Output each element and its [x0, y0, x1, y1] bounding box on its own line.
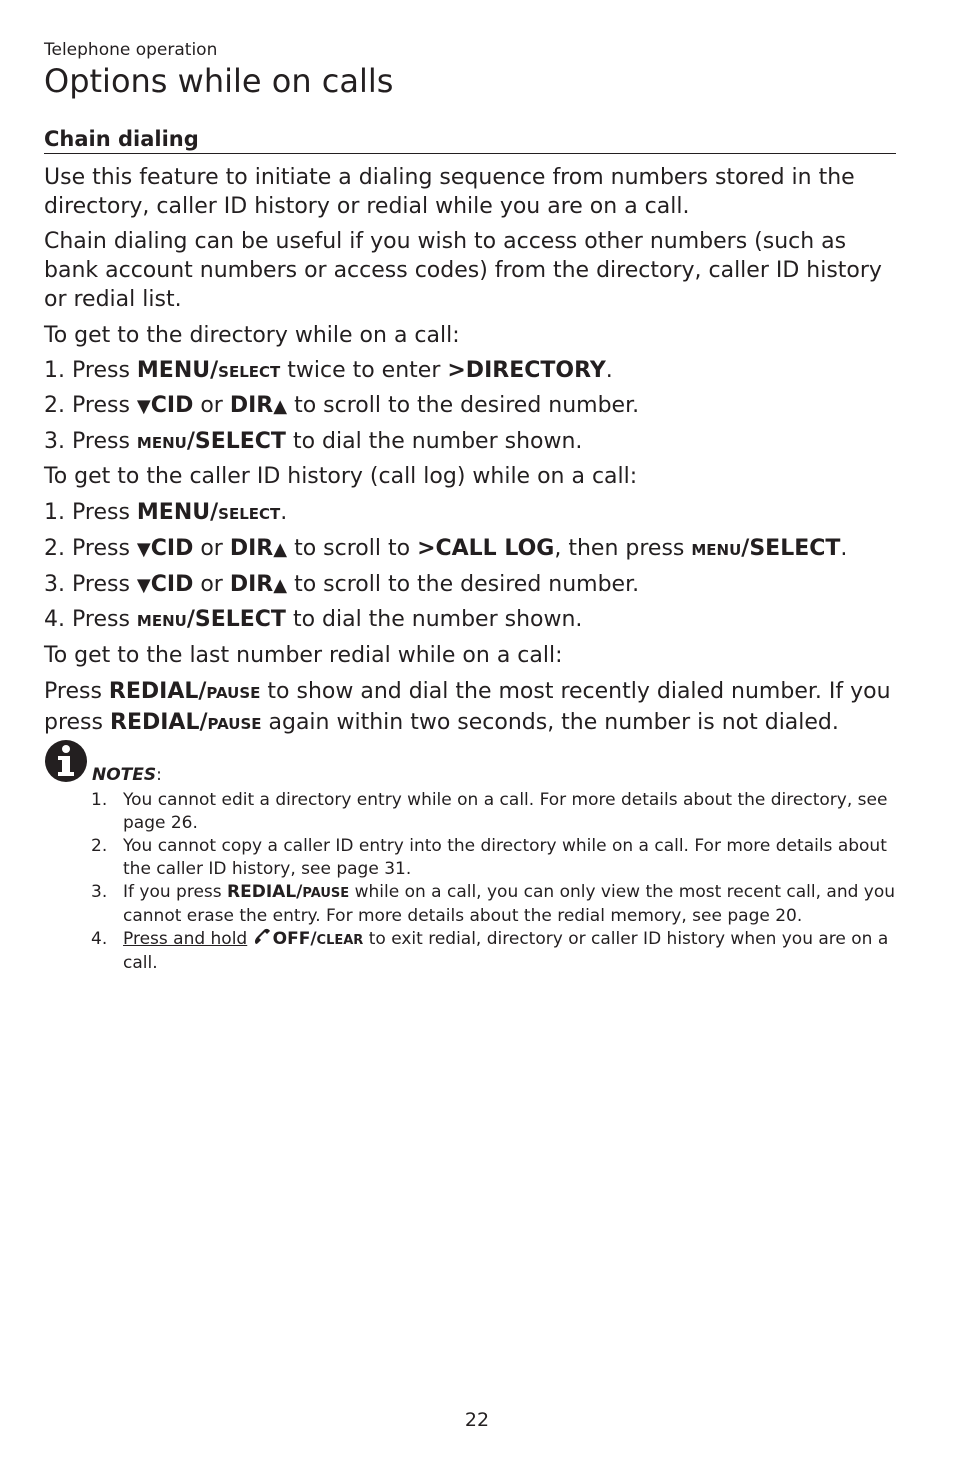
note-text: You cannot copy a caller ID entry into the directory while on a call. For more details about the caller ID history, see page 31.	[123, 836, 887, 879]
note-text: You cannot edit a directory entry while on a call. For more details about the directory, see page 26.	[123, 790, 888, 833]
down-arrow-icon: ▼	[136, 575, 151, 596]
step-text: twice to enter	[287, 358, 441, 383]
step-number: 2.	[44, 536, 65, 561]
select-key: /SELECT	[186, 607, 286, 632]
clear-key: CLEAR	[316, 933, 364, 948]
redial-key: REDIAL/	[227, 882, 303, 902]
directory-step-3: 3. Press MENU/SELECT to dial the number shown.	[44, 429, 583, 454]
select-key: SELECT	[218, 505, 281, 523]
note-text: Press and hold OFF/CLEAR to exit redial, directory or caller ID history when you are on a call.	[123, 929, 889, 973]
redial-paragraph: Press REDIAL/PAUSE to show and dial the most recently dialed number. If you press REDIAL/PAUSE again within two seconds, the number is not dialed.	[44, 679, 891, 735]
cid-key: CID	[150, 572, 194, 597]
dir-key: DIR	[229, 572, 274, 597]
note-number: 2.	[91, 836, 108, 856]
directory-step-1: 1. Press MENU/SELECT twice to enter >DIRECTORY.	[44, 358, 613, 383]
note-text: If you press REDIAL/PAUSE while on a call, you can only view the most recent call, and you cannot erase the entry. For more details about the redial memory, see page 20.	[123, 882, 896, 926]
note-number: 4.	[91, 929, 108, 949]
dir-key: DIR	[229, 393, 274, 418]
redial-heading: To get to the last number redial while on a call:	[44, 643, 563, 668]
menu-key: MENU/	[136, 358, 219, 383]
step-number: 2.	[44, 393, 65, 418]
directory-option: >DIRECTORY	[447, 358, 606, 383]
select-key: SELECT	[218, 363, 281, 381]
phone-handset-icon	[253, 928, 273, 946]
cid-key: CID	[150, 393, 194, 418]
up-arrow-icon: ▲	[273, 396, 288, 417]
page-number: 22	[464, 1409, 490, 1431]
directory-step-2: 2. Press ▼CID or DIR▲ to scroll to the desired number.	[44, 393, 640, 418]
up-arrow-icon: ▲	[273, 539, 288, 560]
pause-key: PAUSE	[207, 715, 262, 733]
up-arrow-icon: ▲	[273, 575, 288, 596]
directory-heading: To get to the directory while on a call:	[44, 323, 460, 348]
dir-key: DIR	[229, 536, 274, 561]
page-title: Options while on calls	[44, 62, 394, 100]
off-key: OFF/	[272, 929, 317, 949]
calllog-heading: To get to the caller ID history (call log) while on a call:	[44, 464, 638, 489]
menu-key: MENU/	[136, 500, 219, 525]
redial-key: REDIAL/	[108, 679, 207, 704]
step-number: 1.	[44, 500, 65, 525]
calllog-step-3: 3. Press ▼CID or DIR▲ to scroll to the desired number.	[44, 572, 640, 597]
intro-paragraph-2: Chain dialing can be useful if you wish to access other numbers (such as bank account numbers or access codes) from the directory, caller ID history or redial list.	[44, 229, 882, 312]
cid-key: CID	[150, 536, 194, 561]
notes-label: NOTES:	[92, 765, 162, 785]
step-text: Press	[72, 358, 130, 383]
down-arrow-icon: ▼	[136, 396, 151, 417]
call-log-option: >CALL LOG	[417, 536, 555, 561]
intro-paragraph-1: Use this feature to initiate a dialing sequence from numbers stored in the directory, caller ID history or redial while you are on a call.	[44, 165, 855, 219]
calllog-step-2: 2. Press ▼CID or DIR▲ to scroll to >CALL LOG, then press MENU/SELECT.	[44, 536, 848, 561]
menu-key: MENU	[136, 434, 187, 452]
info-icon	[44, 739, 88, 783]
select-key: /SELECT	[186, 429, 286, 454]
redial-key: REDIAL/	[110, 710, 208, 735]
calllog-step-1: 1. Press MENU/SELECT.	[44, 500, 288, 525]
note-number: 1.	[91, 790, 108, 810]
pause-key: PAUSE	[302, 886, 350, 901]
step-number: 3.	[44, 572, 65, 597]
step-number: 3.	[44, 429, 65, 454]
menu-key: MENU	[136, 612, 187, 630]
note-number: 3.	[91, 882, 108, 902]
select-key: /SELECT	[741, 536, 841, 561]
calllog-step-4: 4. Press MENU/SELECT to dial the number shown.	[44, 607, 583, 632]
step-number: 1.	[44, 358, 65, 383]
pause-key: PAUSE	[206, 684, 261, 702]
section-heading: Chain dialing	[44, 127, 896, 154]
menu-key: MENU	[691, 541, 742, 559]
section-label: Telephone operation	[44, 40, 218, 60]
step-number: 4.	[44, 607, 65, 632]
down-arrow-icon: ▼	[136, 539, 151, 560]
